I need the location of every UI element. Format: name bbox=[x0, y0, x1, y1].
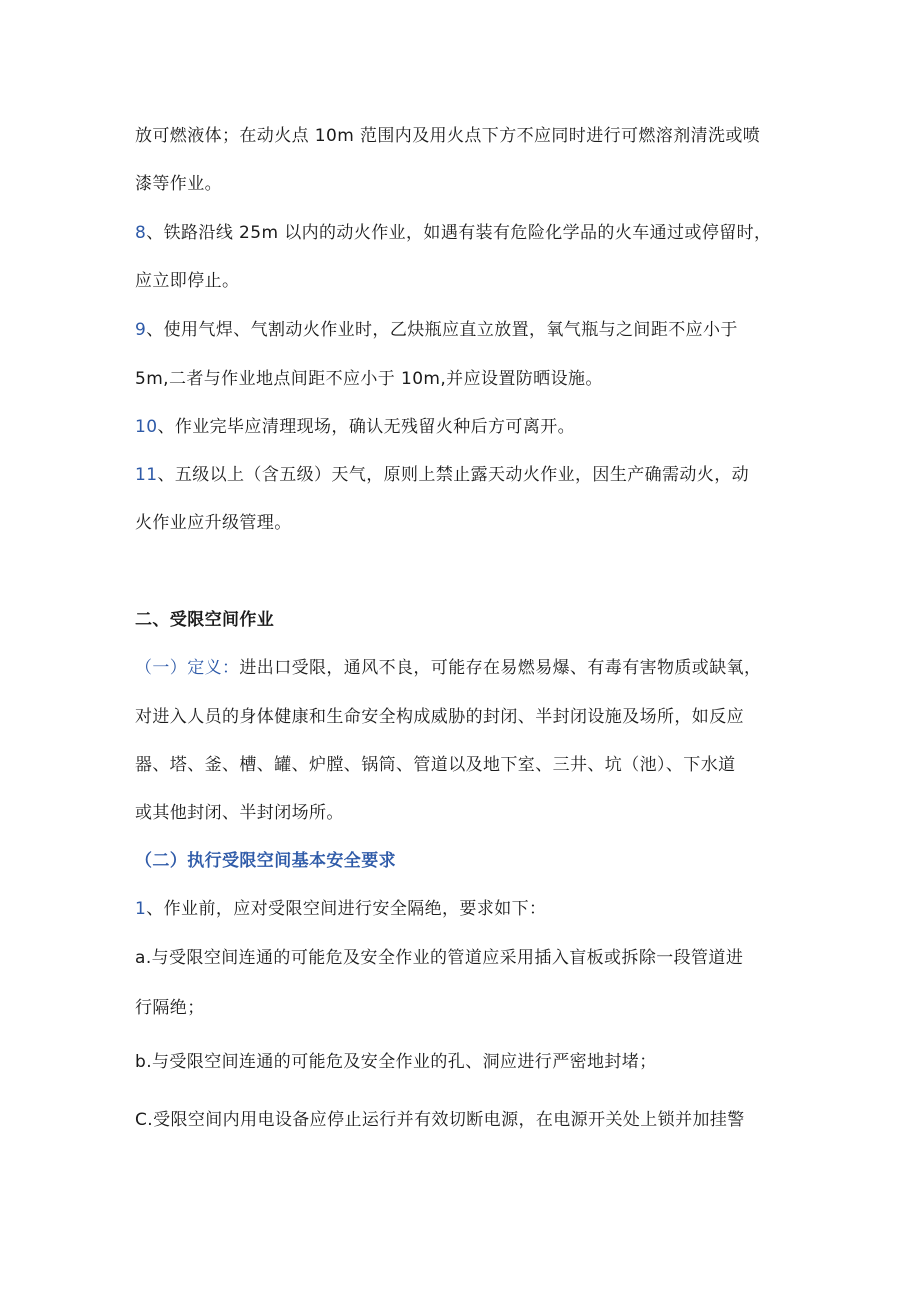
item-11-text: 、五级以上（含五级）天气，原则上禁止露天动火作业，因生产确需动火，动 bbox=[157, 465, 750, 485]
item-11-line-1 bbox=[135, 463, 749, 487]
definition-label: （一）定义： bbox=[135, 658, 240, 678]
p7-continuation-line-1: 放可燃液体；在动火点 10m 范围内及用火点下方不应同时进行可燃溶剂清洗或喷 bbox=[135, 126, 761, 146]
definition-text: 进出口受限，通风不良，可能存在易燃易爆、有毒有害物质或缺氧， bbox=[239, 658, 762, 678]
item-1-number: 1 bbox=[135, 899, 147, 919]
item-11-number: 11 bbox=[135, 465, 158, 485]
definition-line-2: 对进入人员的身体健康和生命安全构成威胁的封闭、半封闭设施及场所，如反应 bbox=[135, 707, 744, 727]
subheading-safety-requirements: （二）执行受限空间基本安全要求 bbox=[135, 851, 396, 871]
definition-line-1 bbox=[135, 656, 761, 680]
item-9-number: 9 bbox=[135, 320, 147, 340]
item-1-line bbox=[135, 897, 546, 921]
item-c-line-1: C.受限空间内用电设备应停止运行并有效切断电源，在电源开关处上锁并加挂警 bbox=[135, 1110, 745, 1130]
item-8-text: 、铁路沿线 25m 以内的动火作业，如遇有装有危险化学品的火车通过或停留时， bbox=[146, 223, 772, 243]
item-1-text: 、作业前，应对受限空间进行安全隔绝，要求如下： bbox=[146, 899, 547, 919]
item-a-line-2: 行隔绝； bbox=[135, 998, 205, 1018]
item-11-line-2: 火作业应升级管理。 bbox=[135, 513, 292, 533]
definition-line-4: 或其他封闭、半封闭场所。 bbox=[135, 803, 344, 823]
item-a-line-1: a.与受限空间连通的可能危及安全作业的管道应采用插入盲板或拆除一段管道进 bbox=[135, 948, 744, 968]
item-10-number: 10 bbox=[135, 417, 158, 437]
item-10-text: 、作业完毕应清理现场，确认无残留火种后方可离开。 bbox=[157, 417, 576, 437]
item-10-line-1 bbox=[135, 415, 575, 439]
definition-line-3: 器、塔、釜、槽、罐、炉膛、锅筒、管道以及地下室、三井、坑（池）、下水道 bbox=[135, 755, 736, 775]
item-9-text: 、使用气焊、气割动火作业时，乙炔瓶应直立放置，氧气瓶与之间距不应小于 bbox=[146, 320, 738, 340]
p7-continuation-line-2: 漆等作业。 bbox=[135, 174, 222, 194]
item-9-line-1 bbox=[135, 318, 738, 342]
item-8-line-1 bbox=[135, 221, 771, 245]
item-8-number: 8 bbox=[135, 223, 147, 243]
item-9-line-2: 5m,二者与作业地点间距不应小于 10m,并应设置防晒设施。 bbox=[135, 369, 603, 389]
item-b-line-1: b.与受限空间连通的可能危及安全作业的孔、洞应进行严密地封堵； bbox=[135, 1052, 657, 1072]
section-2-heading: 二、受限空间作业 bbox=[135, 610, 275, 630]
item-8-line-2: 应立即停止。 bbox=[135, 271, 240, 291]
